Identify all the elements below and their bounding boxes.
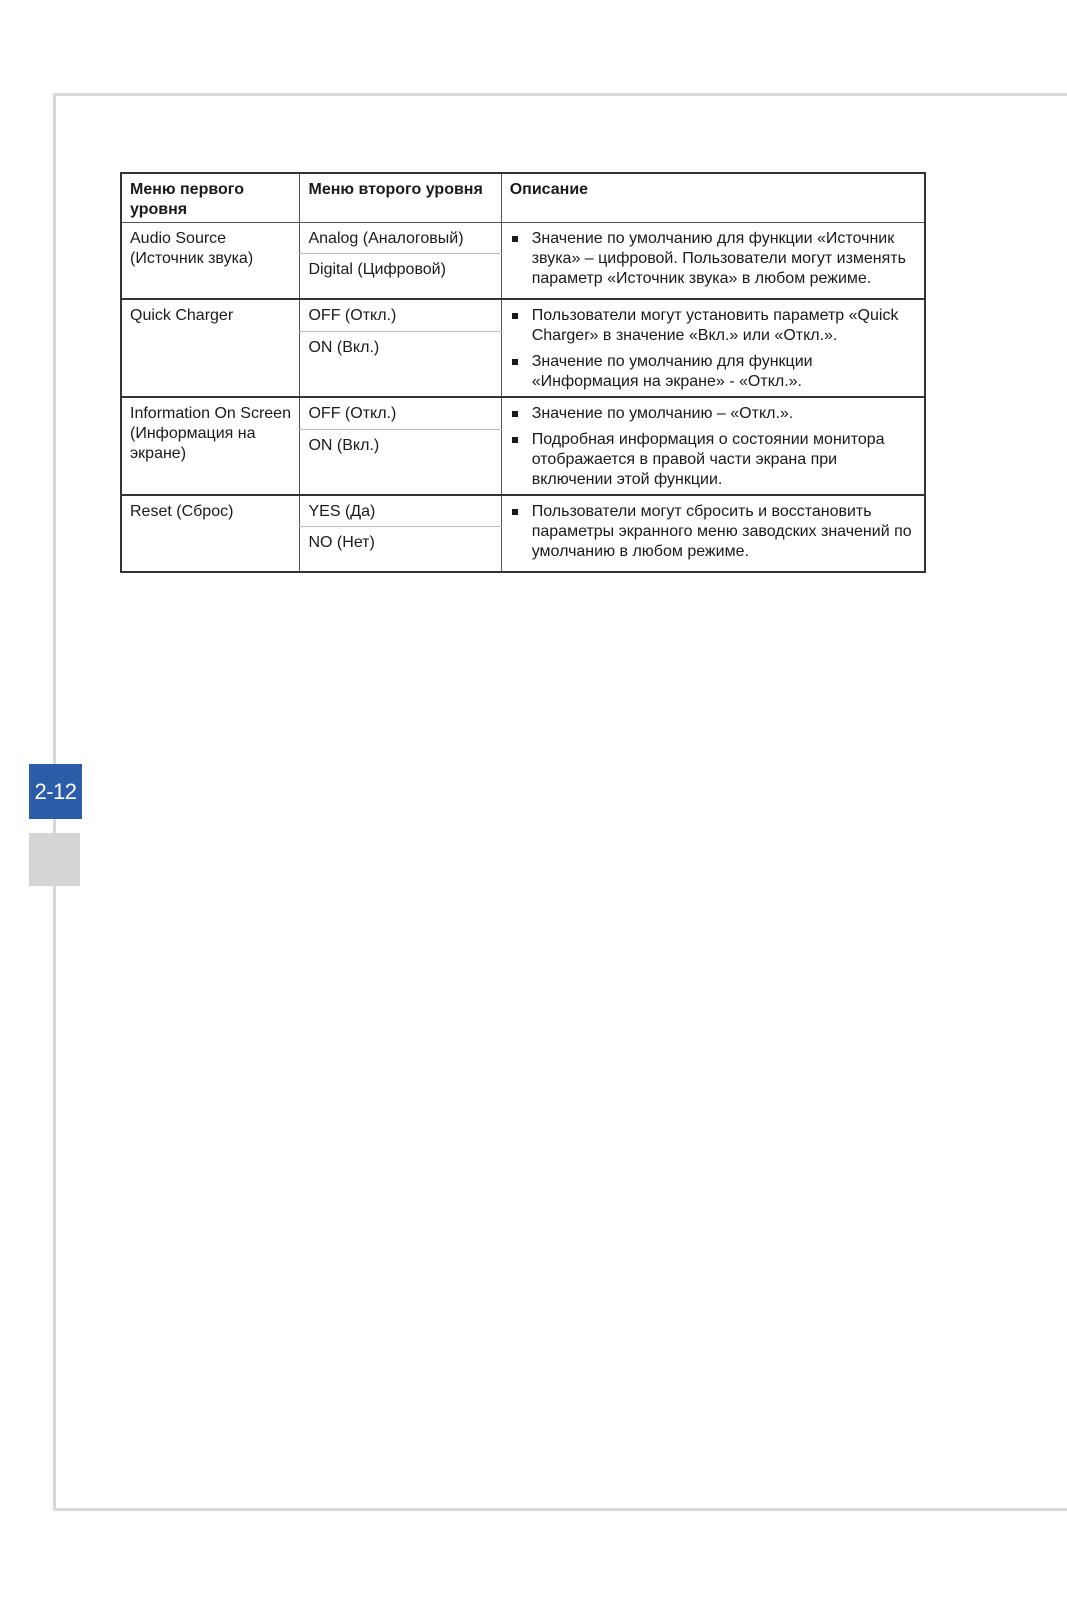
row-level1: Reset (Сброс) — [121, 495, 300, 572]
page-number-tab — [29, 764, 82, 819]
page-frame-top — [54, 93, 1067, 96]
row-description — [501, 495, 925, 572]
row-level1: Audio Source (Источник звука) — [121, 223, 300, 300]
description-bullet: Подробная информация о состоянии монитора отображается в правой части экрана при включении этой функции. — [510, 430, 916, 490]
table-row — [121, 299, 925, 332]
row-level2-option: OFF (Откл.) — [300, 397, 501, 430]
table-row — [121, 495, 925, 527]
page-side-tab — [29, 833, 80, 886]
row-level1: Quick Charger — [121, 299, 300, 397]
page-number: 2-12 — [34, 778, 77, 804]
header-level1: Меню первого уровня — [121, 173, 300, 223]
header-level2: Меню второго уровня — [300, 173, 501, 223]
row-description — [501, 299, 925, 397]
row-level2-option: NO (Нет) — [300, 527, 501, 573]
description-bullet: Значение по умолчанию – «Откл.». — [510, 404, 916, 424]
description-bullet: Пользователи могут установить параметр «Quick Charger» в значение «Вкл.» или «Откл.». — [510, 306, 916, 346]
description-bullet: Пользователи могут сбросить и восстановить параметры экранного меню заводских значений по умолчанию в любом режиме. — [510, 502, 916, 562]
osd-menu-table — [120, 172, 926, 573]
row-level2-option: YES (Да) — [300, 495, 501, 527]
page-frame-bottom — [54, 1508, 1067, 1511]
description-bullet: Значение по умолчанию для функции «Источник звука» – цифровой. Пользователи могут изменять параметр «Источник звука» в любом режиме. — [510, 229, 916, 289]
table-row — [121, 397, 925, 430]
row-level2-option: OFF (Откл.) — [300, 299, 501, 332]
table-row — [121, 223, 925, 254]
row-level2-option: ON (Вкл.) — [300, 332, 501, 398]
description-bullet: Значение по умолчанию для функции «Информация на экране» - «Откл.». — [510, 352, 916, 392]
table-header-row — [121, 173, 925, 223]
row-level2-option: ON (Вкл.) — [300, 430, 501, 496]
row-level1: Information On Screen (Информация на экране) — [121, 397, 300, 495]
header-description: Описание — [501, 173, 925, 223]
row-description — [501, 397, 925, 495]
row-level2-option: Digital (Цифровой) — [300, 254, 501, 300]
row-level2-option: Analog (Аналоговый) — [300, 223, 501, 254]
row-description — [501, 223, 925, 300]
